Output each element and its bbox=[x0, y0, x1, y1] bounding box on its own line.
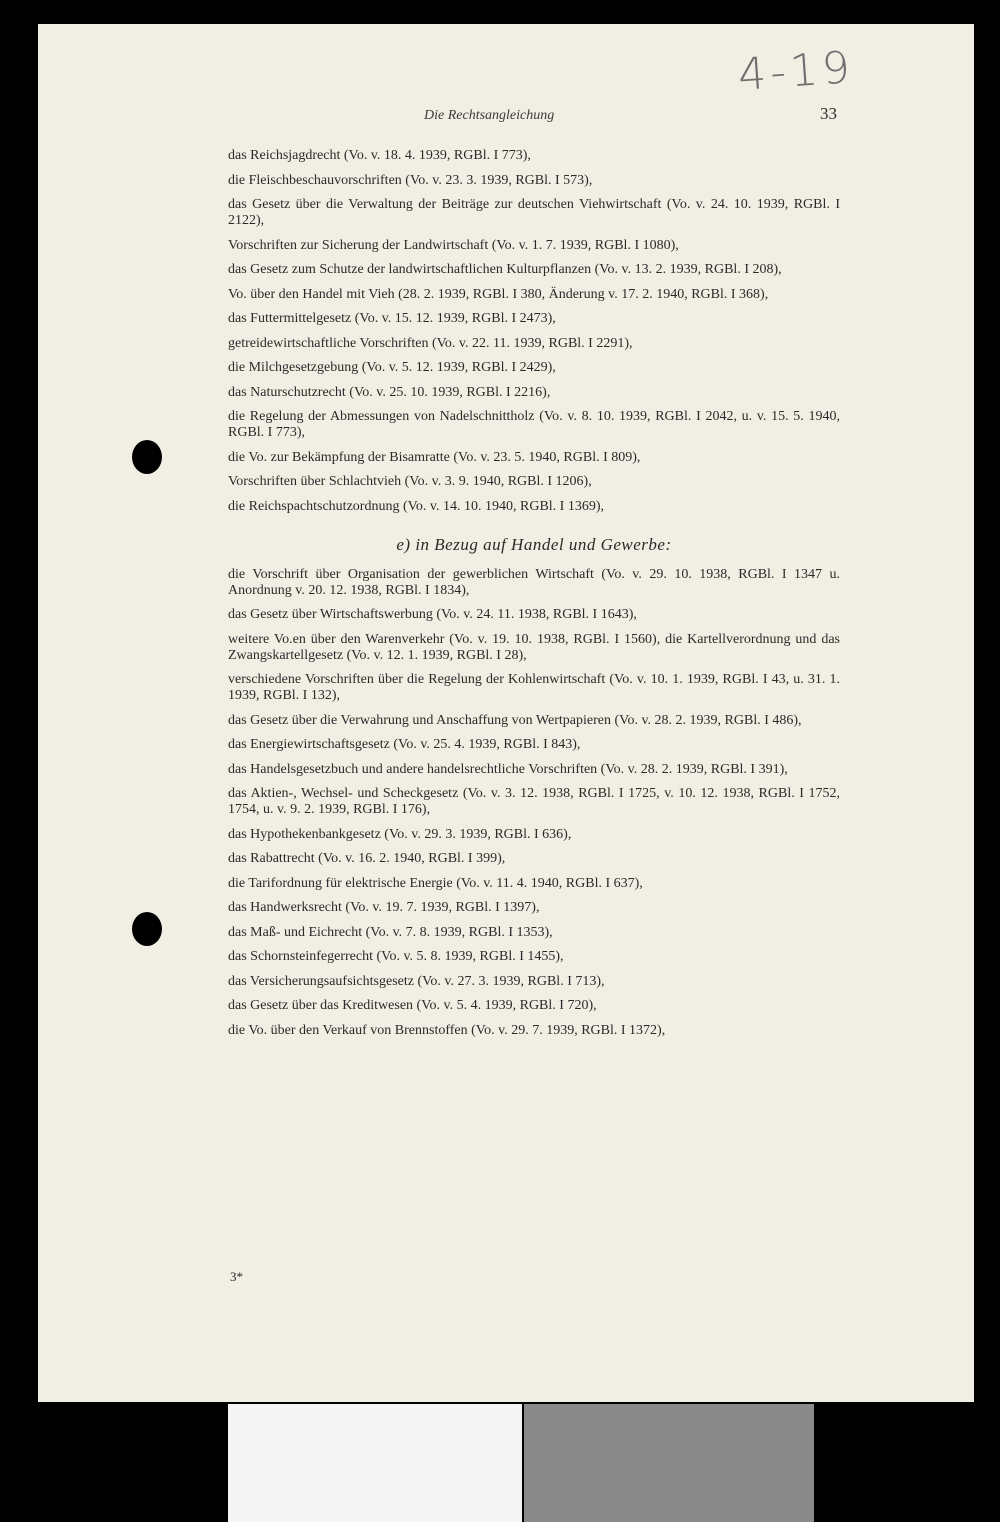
legal-entry: die Reichspachtschutzordnung (Vo. v. 14. 10. 1940, RGBl. I 1369), bbox=[228, 498, 605, 514]
legal-entry: das Handelsgesetzbuch und andere handelsrechtliche Vorschriften (Vo. v. 28. 2. 1939, RGBl. I 391), bbox=[228, 761, 788, 777]
legal-entry: das Gesetz über das Kreditwesen (Vo. v. 5. 4. 1939, RGBl. I 720), bbox=[228, 998, 597, 1013]
legal-entry: das Aktien-, Wechsel- und Scheckgesetz (Vo. v. 3. 12. 1938, RGBl. I 1725, v. 10. 12. 1938, RGBl. I 1752, 1754, u. v. 9. 2. 1939, RGBl. I 176), bbox=[228, 786, 840, 817]
scan-strip-white bbox=[228, 1404, 522, 1522]
legal-entry: das Reichsjagdrecht (Vo. v. 18. 4. 1939, RGBl. I 773), bbox=[228, 148, 531, 163]
scan-strip-gray bbox=[524, 1404, 814, 1522]
entry-list-before bbox=[228, 148, 840, 515]
legal-entry: verschiedene Vorschriften über die Regelung der Kohlenwirtschaft (Vo. v. 10. 1. 1939, RGBl. I 43, u. 31. 1. 1939, RGBl. I 132), bbox=[228, 672, 840, 703]
legal-entry: die Vo. über den Verkauf von Brennstoffen (Vo. v. 29. 7. 1939, RGBl. I 1372), bbox=[228, 1022, 666, 1038]
legal-entry: das Gesetz über die Verwahrung und Anschaffung von Wertpapieren (Vo. v. 28. 2. 1939, RGBl. I 486), bbox=[228, 712, 802, 728]
legal-entry: das Naturschutzrecht (Vo. v. 25. 10. 1939, RGBl. I 2216), bbox=[228, 384, 551, 400]
handwritten-note: 4-19 bbox=[736, 42, 856, 101]
legal-entry: Vorschriften über Schlachtvieh (Vo. v. 3. 9. 1940, RGBl. I 1206), bbox=[228, 474, 592, 489]
punch-hole bbox=[132, 440, 162, 474]
legal-entry: das Futtermittelgesetz (Vo. v. 15. 12. 1939, RGBl. I 2473), bbox=[228, 311, 556, 326]
legal-entry: das Rabattrecht (Vo. v. 16. 2. 1940, RGBl. I 399), bbox=[228, 851, 506, 866]
entry-list-after bbox=[228, 567, 840, 1039]
page-number: 33 bbox=[820, 104, 837, 123]
running-head-title: Die Rechtsangleichung bbox=[424, 108, 555, 123]
legal-entry: weitere Vo.en über den Warenverkehr (Vo. v. 19. 10. 1938, RGBl. I 1560), die Kartellverordnung und das Zwangskartellgesetz (Vo. v. 12. 1. 1939, RGBl. I 28), bbox=[228, 631, 840, 663]
legal-entry: das Gesetz über die Verwaltung der Beiträge zur deutschen Viehwirtschaft (Vo. v. 24. 10. 1939, RGBl. I 2122), bbox=[228, 197, 840, 228]
legal-entry: die Fleischbeschauvorschriften (Vo. v. 23. 3. 1939, RGBl. I 573), bbox=[228, 172, 593, 188]
legal-entry: die Tarifordnung für elektrische Energie (Vo. v. 11. 4. 1940, RGBl. I 637), bbox=[228, 875, 643, 891]
body-text bbox=[228, 148, 840, 1047]
legal-entry: das Gesetz über Wirtschaftswerbung (Vo. v. 24. 11. 1938, RGBl. I 1643), bbox=[228, 607, 637, 622]
legal-entry: das Maß- und Eichrecht (Vo. v. 7. 8. 1939, RGBl. I 1353), bbox=[228, 924, 553, 940]
legal-entry: das Energiewirtschaftsgesetz (Vo. v. 25. 4. 1939, RGBl. I 843), bbox=[228, 737, 581, 752]
legal-entry: das Handwerksrecht (Vo. v. 19. 7. 1939, RGBl. I 1397), bbox=[228, 900, 540, 915]
section-heading: e) in Bezug auf Handel und Gewerbe: bbox=[396, 534, 672, 554]
legal-entry: die Vorschrift über Organisation der gewerblichen Wirtschaft (Vo. v. 29. 10. 1938, RGBl. I 1347 u. Anordnung v. 20. 12. 1938, RGBl. I 1834), bbox=[228, 566, 840, 598]
legal-entry: die Vo. zur Bekämpfung der Bisamratte (Vo. v. 23. 5. 1940, RGBl. I 809), bbox=[228, 449, 641, 465]
punch-hole bbox=[132, 912, 162, 946]
legal-entry: das Versicherungsaufsichtsgesetz (Vo. v. 27. 3. 1939, RGBl. I 713), bbox=[228, 973, 605, 989]
legal-entry: Vo. über den Handel mit Vieh (28. 2. 1939, RGBl. I 380, Änderung v. 17. 2. 1940, RGBl. I 368), bbox=[228, 286, 769, 302]
document-page bbox=[38, 24, 974, 1402]
legal-entry: Vorschriften zur Sicherung der Landwirtschaft (Vo. v. 1. 7. 1939, RGBl. I 1080), bbox=[228, 237, 679, 253]
legal-entry: getreidewirtschaftliche Vorschriften (Vo. v. 22. 11. 1939, RGBl. I 2291), bbox=[228, 335, 633, 351]
legal-entry: das Schornsteinfegerrecht (Vo. v. 5. 8. 1939, RGBl. I 1455), bbox=[228, 949, 564, 964]
signature-mark: 3* bbox=[230, 1269, 243, 1284]
legal-entry: die Regelung der Abmessungen von Nadelschnittholz (Vo. v. 8. 10. 1939, RGBl. I 2042, u. v. 15. 5. 1940, RGBl. I 773), bbox=[228, 409, 840, 440]
legal-entry: die Milchgesetzgebung (Vo. v. 5. 12. 1939, RGBl. I 2429), bbox=[228, 360, 556, 375]
legal-entry: das Hypothekenbankgesetz (Vo. v. 29. 3. 1939, RGBl. I 636), bbox=[228, 826, 572, 842]
legal-entry: das Gesetz zum Schutze der landwirtschaftlichen Kulturpflanzen (Vo. v. 13. 2. 1939, RGBl. I 208), bbox=[228, 262, 782, 277]
